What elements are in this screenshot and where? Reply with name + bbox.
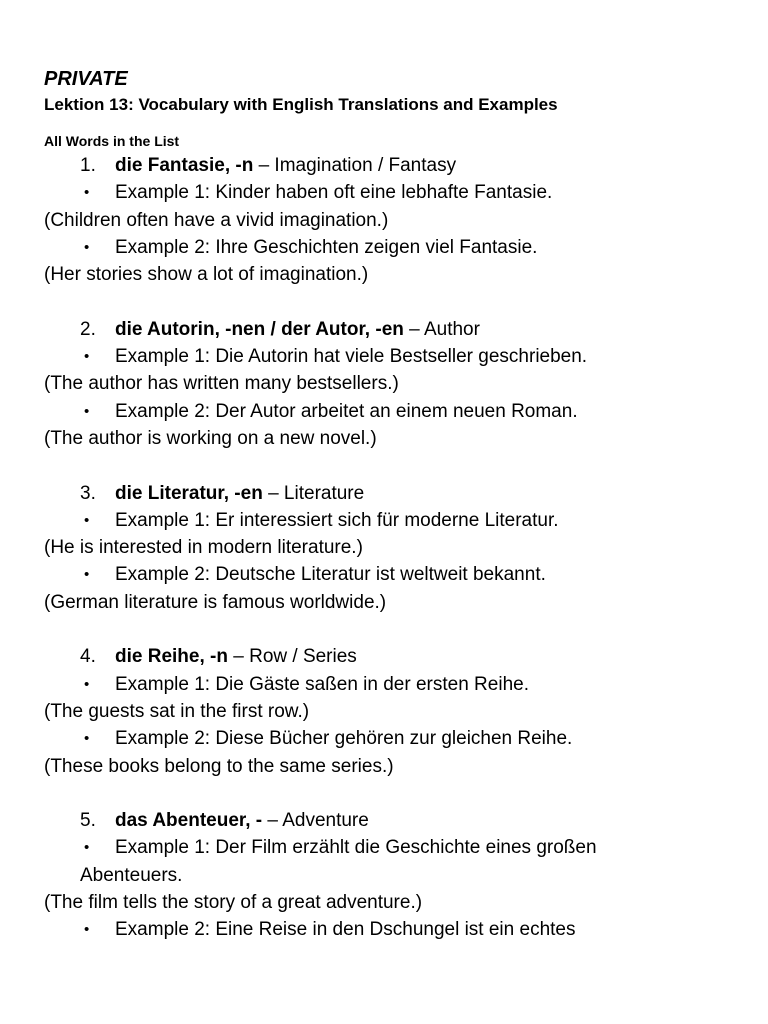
bullet-icon: • [84,675,90,693]
example-line [44,671,744,698]
example-sentence: Example 2: Diese Bücher gehören zur gleichen Reihe. [115,728,573,750]
entry-number: 1. [80,155,96,176]
example-line [44,916,744,943]
example-line [44,343,744,370]
bullet-icon: • [84,511,90,529]
example-line [44,561,744,588]
bullet-icon: • [84,566,90,584]
bullet-icon: • [84,839,90,857]
example-translation: (The guests sat in the first row.) [44,700,310,722]
headword-line [44,480,744,507]
bullet-icon: • [84,184,90,202]
english-meaning: – Row / Series [227,646,357,668]
english-meaning: – Adventure [262,810,369,832]
english-meaning: – Author [403,318,480,340]
example-translation: (The author is working on a new novel.) [44,427,377,449]
vocabulary-entry [44,643,744,779]
example-translation: (Children often have a vivid imagination.) [44,209,389,231]
example-line [44,234,744,261]
vocabulary-entry [44,316,744,452]
bullet-icon: • [84,402,90,420]
document-page [44,66,744,971]
bullet-icon: • [84,238,90,256]
example-sentence: Example 2: Eine Reise in den Dschungel ist ein echtes [115,919,576,941]
entry-number: 2. [80,318,96,340]
german-term: die Autorin, -nen / der Autor, -en [115,318,404,340]
example-translation: (The author has written many bestsellers.) [44,373,399,395]
german-term: die Fantasie, -n [115,155,254,176]
example-line [44,834,744,861]
section-label: All Words in the List [44,133,180,149]
example-sentence: Example 1: Der Film erzählt die Geschichte eines großen [115,837,597,859]
example-translation: (Her stories show a lot of imagination.) [44,264,369,286]
german-term: die Literatur, -en [115,482,263,504]
example-sentence: Example 1: Die Gäste saßen in der ersten Reihe. [115,673,529,695]
headword-line [44,643,744,670]
entry-number: 5. [80,810,96,832]
example-sentence: Example 1: Er interessiert sich für moderne Literatur. [115,509,559,531]
vocabulary-entry [44,152,744,288]
entry-number: 3. [80,482,96,504]
example-sentence: Example 2: Der Autor arbeitet an einem neuen Roman. [115,400,578,422]
vocabulary-entry [44,480,744,616]
example-continuation: Abenteuers. [80,864,183,886]
vocabulary-entry [44,807,744,943]
headword-line [44,807,744,834]
headword-text [115,480,364,507]
example-translation: (German literature is famous worldwide.) [44,591,387,613]
example-translation: (The film tells the story of a great adventure.) [44,892,423,914]
bullet-icon: • [84,730,90,748]
german-term: die Reihe, -n [115,646,228,668]
example-line [44,179,744,206]
example-sentence: Example 1: Die Autorin hat viele Bestseller geschrieben. [115,346,588,368]
example-sentence: Example 2: Deutsche Literatur ist weltweit bekannt. [115,564,546,586]
example-sentence: Example 1: Kinder haben oft eine lebhafte Fantasie. [115,182,553,204]
headword-text [115,152,456,179]
english-meaning: – Literature [262,482,365,504]
english-meaning: – Imagination / Fantasy [253,155,457,176]
german-term: das Abenteuer, - [115,810,263,832]
entry-number: 4. [80,646,96,668]
document-subtitle: Lektion 13: Vocabulary with English Translations and Examples [44,95,558,114]
headword-text [115,807,369,834]
example-line [44,507,744,534]
headword-text [115,643,357,670]
example-sentence: Example 2: Ihre Geschichten zeigen viel Fantasie. [115,236,538,258]
document-title: PRIVATE [44,68,128,90]
headword-text [115,316,480,343]
headword-line [44,316,744,343]
headword-line [44,152,744,179]
example-line [44,725,744,752]
vocabulary-list [44,152,744,944]
bullet-icon: • [84,921,90,939]
example-translation: (He is interested in modern literature.) [44,537,363,559]
bullet-icon: • [84,348,90,366]
example-line [44,398,744,425]
example-translation: (These books belong to the same series.) [44,755,394,777]
